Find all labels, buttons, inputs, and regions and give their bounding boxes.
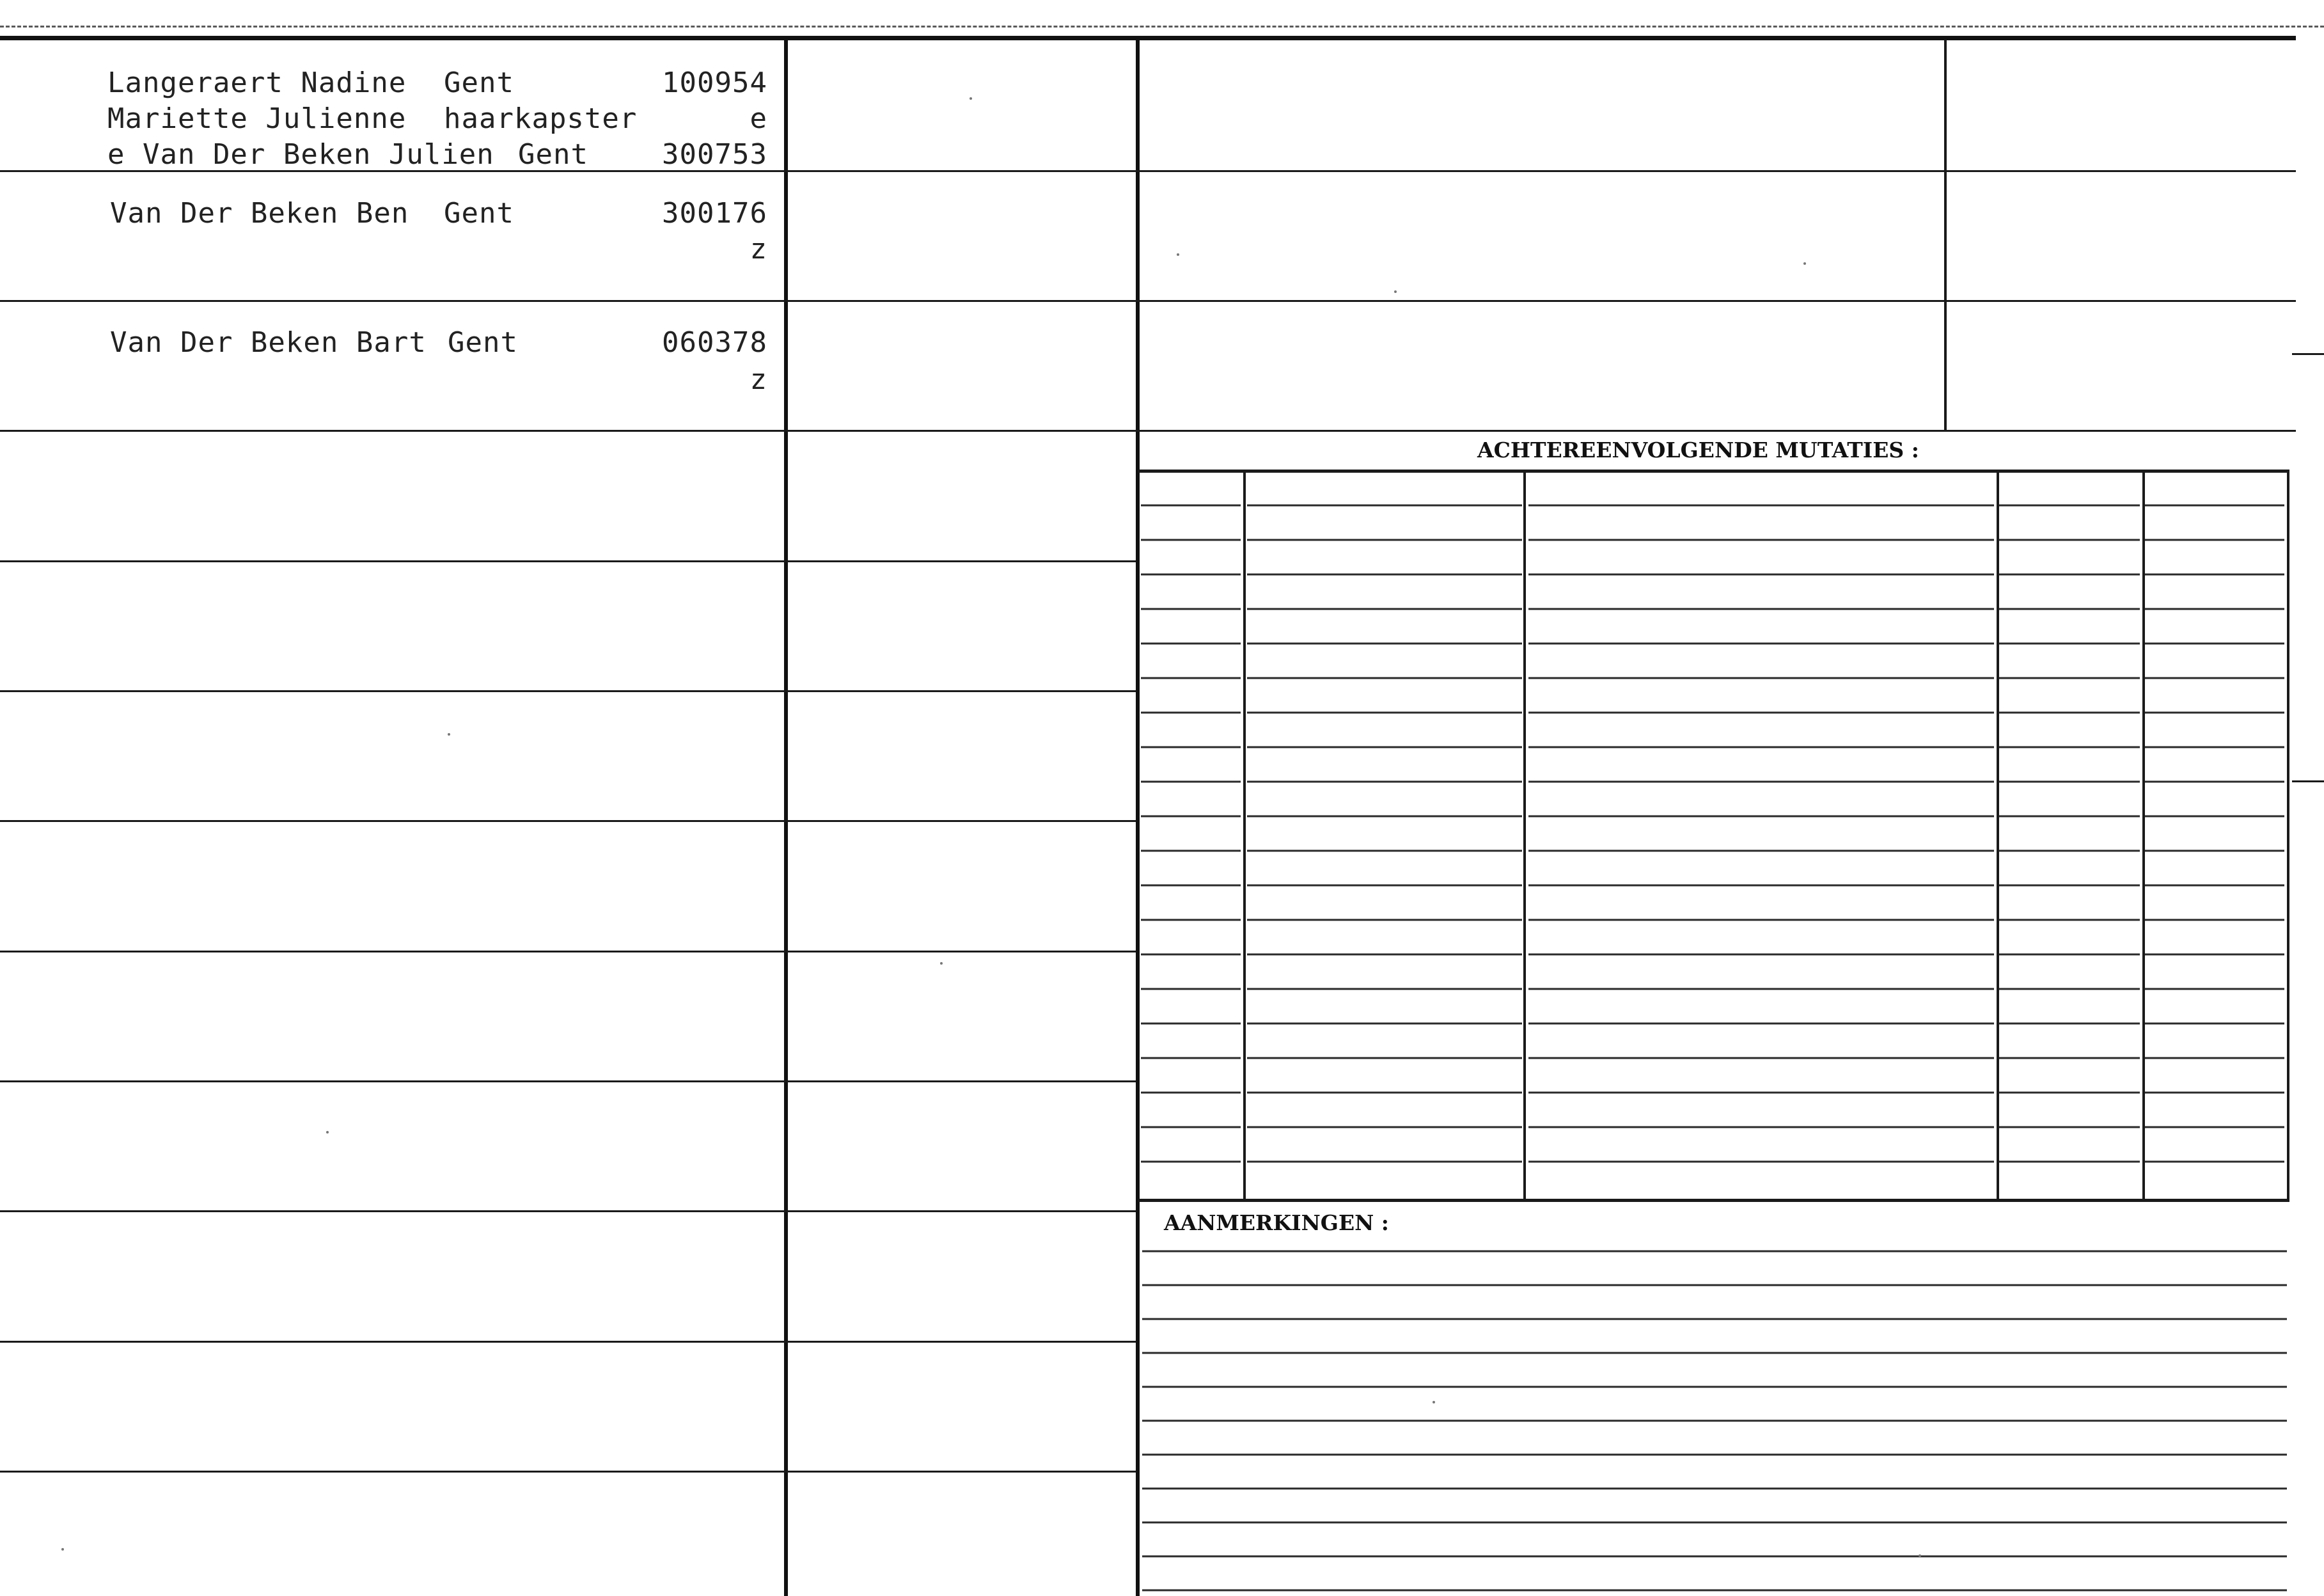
person-code: 100954	[662, 67, 767, 99]
edge-tick-mark	[2292, 353, 2324, 355]
person-code-suffix: z	[750, 363, 767, 396]
person-name: Van Der Beken Ben	[110, 197, 409, 230]
person-code: 300753	[662, 138, 767, 171]
scan-speck	[1803, 262, 1806, 265]
mutations-title: ACHTEREENVOLGENDE MUTATIES :	[1477, 438, 1919, 462]
person-code-suffix: e	[750, 102, 767, 135]
person-name: Mariette Julienne	[107, 102, 407, 135]
column-divider-1	[784, 40, 788, 1596]
mutations-ruled-lines	[1138, 471, 2289, 1200]
column-divider-3	[1944, 40, 1947, 430]
remarks-title: AANMERKINGEN :	[1164, 1210, 1389, 1235]
person-name: Van Der Beken Bart	[110, 326, 427, 359]
row-separator	[0, 1341, 1136, 1343]
row-separator	[0, 1471, 1136, 1473]
row-separator	[0, 690, 1136, 692]
scan-speck	[1919, 1554, 1921, 1557]
scan-speck	[1394, 290, 1397, 293]
scan-speck	[1433, 1401, 1435, 1403]
person-occupation: haarkapster	[444, 102, 638, 135]
row-separator	[0, 430, 2296, 432]
remarks-ruled-lines	[1140, 1241, 2291, 1596]
person-name: Langeraert Nadine	[107, 67, 407, 99]
scan-speck	[940, 962, 943, 965]
person-place: Gent	[448, 326, 518, 359]
person-name: e Van Der Beken Julien	[107, 138, 494, 171]
row-separator	[0, 951, 1136, 952]
edge-tick-mark	[2292, 780, 2324, 782]
row-separator	[0, 820, 1136, 822]
scan-speck	[326, 1131, 329, 1134]
row-separator	[0, 300, 2296, 302]
row-separator	[0, 1210, 1136, 1212]
person-code: 060378	[662, 326, 767, 359]
person-code: 300176	[662, 197, 767, 230]
row-separator	[0, 560, 1136, 562]
person-place: Gent	[444, 67, 514, 99]
scan-speck	[1177, 253, 1179, 256]
top-border	[0, 36, 2296, 40]
person-code-suffix: z	[750, 233, 767, 265]
row-separator	[0, 1080, 1136, 1082]
person-place: Gent	[444, 197, 514, 230]
scan-speck	[448, 733, 450, 736]
person-place: Gent	[518, 138, 588, 171]
top-dashed-rule	[0, 26, 2324, 28]
scan-speck	[970, 97, 972, 100]
scan-speck	[61, 1548, 64, 1551]
